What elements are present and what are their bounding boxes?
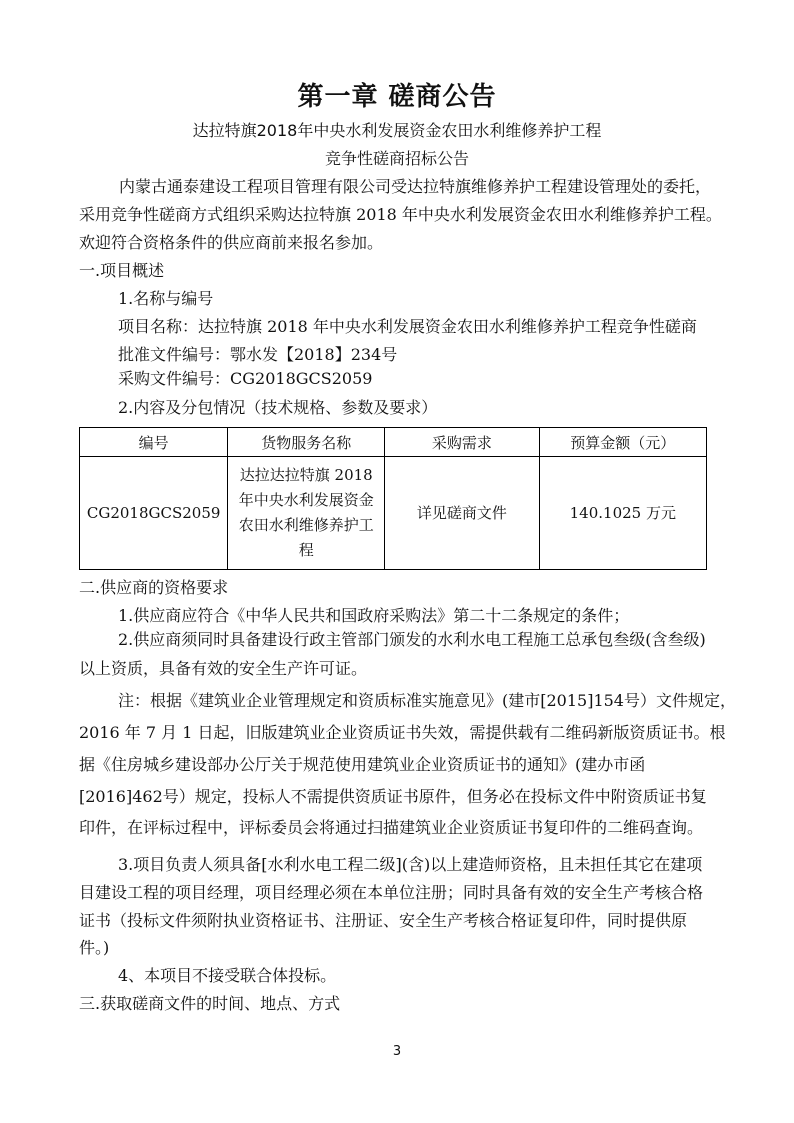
cell-name-line: 程: [298, 541, 314, 559]
requirement-3-line-4: 件。): [79, 938, 110, 957]
page-number: 3: [392, 1044, 402, 1059]
section-2-heading: 二.供应商的资格要求: [79, 578, 229, 597]
announcement-subtitle: 竞争性磋商招标公告: [324, 149, 469, 168]
requirement-3-line-1: 3.项目负责人须具备[水利水电工程二级](含)以上建造师资格，且未担任其它在建项: [118, 855, 703, 874]
requirement-3-line-2: 目建设工程的项目经理，项目经理必须在本单位注册；同时具备有效的安全生产考核合格: [79, 883, 704, 902]
cell-need: 详见磋商文件: [385, 457, 539, 570]
project-name: 项目名称：达拉特旗 2018 年中央水利发展资金农田水利维修养护工程竞争性磋商: [118, 317, 697, 336]
header-budget: 预算金额（元）: [539, 428, 706, 457]
note-line-2: 2016 年 7 月 1 日起，旧版建筑业企业资质证书失效，需提供载有二维码新版资质证书。根: [79, 723, 726, 742]
chapter-title: 第一章 磋商公告: [297, 82, 497, 112]
purchase-number: 采购文件编号：CG2018GCS2059: [118, 369, 373, 388]
table-row: [80, 457, 707, 570]
intro-line-1: 内蒙古通泰建设工程项目管理有限公司受达拉特旗维修养护工程建设管理处的委托，: [119, 177, 712, 196]
cell-name-line: 农田水利维修养护工: [238, 516, 374, 534]
note-line-3: 据《住房城乡建设部办公厅关于规范使用建筑业企业资质证书的通知》(建办市函: [79, 755, 646, 774]
section-1-2-heading: 2.内容及分包情况（技术规格、参数及要求）: [118, 398, 438, 417]
requirement-2-line-2: 以上资质，具备有效的安全生产许可证。: [79, 659, 368, 678]
requirement-3-line-3: 证书（投标文件须附执业资格证书、注册证、安全生产考核合格证复印件，同时提供原: [79, 911, 688, 930]
section-1-heading: 一.项目概述: [79, 261, 165, 280]
table-header-row: [80, 428, 707, 457]
header-need: 采购需求: [385, 428, 539, 457]
note-line-4: [2016]462号）规定，投标人不需提供资质证书原件，但务必在投标文件中附资质证书复: [79, 787, 707, 806]
cell-name-line: 年中央水利发展资金: [238, 491, 374, 509]
cell-name-line: 达拉达拉特旗 2018: [239, 466, 373, 484]
note-line-5: 印件，在评标过程中，评标委员会将通过扫描建筑业企业资质证书复印件的二维码查询。: [79, 818, 704, 837]
header-name: 货物服务名称: [228, 428, 385, 457]
requirement-4: 4、本项目不接受联合体投标。: [118, 966, 337, 985]
intro-line-3: 欢迎符合资格条件的供应商前来报名参加。: [79, 233, 384, 252]
note-line-1: 注：根据《建筑业企业管理规定和资质标准实施意见》(建市[2015]154号）文件规定，: [118, 691, 736, 710]
cell-code: CG2018GCS2059: [80, 457, 228, 570]
cell-budget: 140.1025 万元: [539, 457, 706, 570]
cell-name: [228, 457, 385, 570]
requirement-2-line-1: 2.供应商须同时具备建设行政主管部门颁发的水利水电工程施工总承包叁级(含叁级): [118, 630, 706, 649]
project-subtitle: 达拉特旗2018年中央水利发展资金农田水利维修养护工程: [192, 121, 602, 140]
section-3-heading: 三.获取磋商文件的时间、地点、方式: [79, 994, 341, 1013]
package-table: [79, 427, 707, 570]
requirement-1: 1.供应商应符合《中华人民共和国政府采购法》第二十二条规定的条件；: [118, 606, 630, 625]
intro-line-2: 采用竞争性磋商方式组织采购达拉特旗 2018 年中央水利发展资金农田水利维修养护工程。: [79, 205, 722, 224]
section-1-1-heading: 1.名称与编号: [118, 289, 214, 308]
approval-number: 批准文件编号：鄂水发【2018】234号: [118, 345, 398, 364]
header-code: 编号: [80, 428, 228, 457]
